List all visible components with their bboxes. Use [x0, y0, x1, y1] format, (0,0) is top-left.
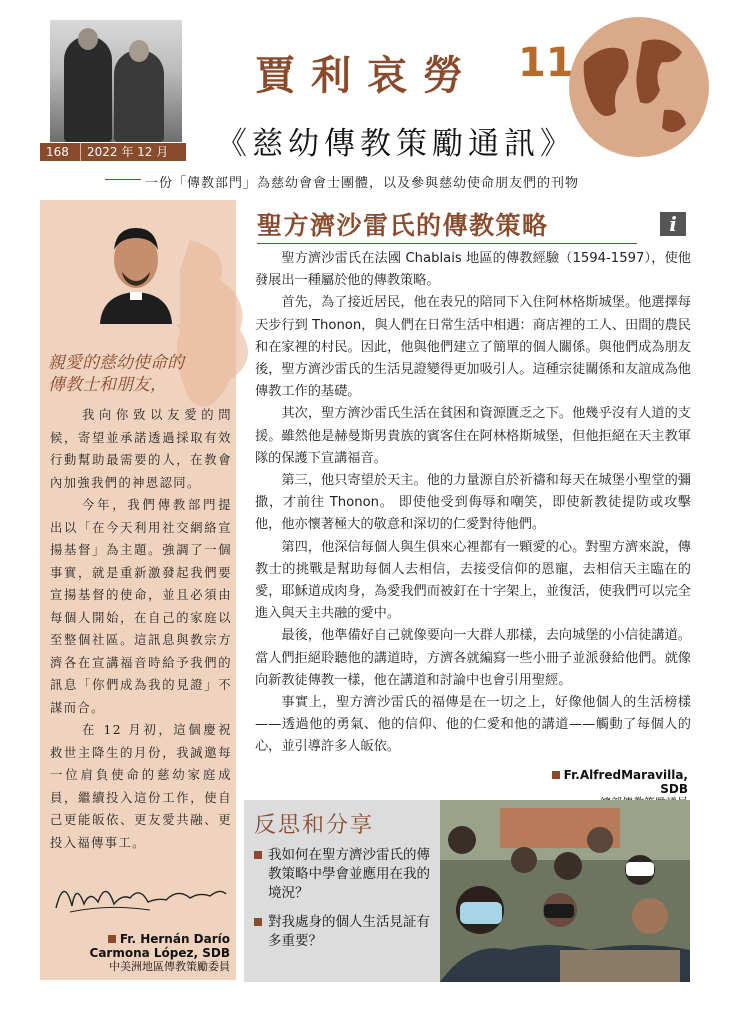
article-body [255, 248, 691, 759]
letter-author [82, 932, 230, 974]
reflection-questions [254, 846, 434, 961]
article-author-name: Fr.AlfredMaravilla, SDB [563, 768, 688, 796]
greeting-line-1: 親愛的慈幼使命的 [48, 353, 184, 373]
letter-body [50, 404, 232, 854]
article-title: 聖方濟沙雷氏的傳教策略 [257, 211, 549, 240]
author-portrait [92, 214, 180, 324]
article-paragraph: 事實上，聖方濟沙雷氏的福傳是在一切之上，好像他個人的生活榜樣——透過他的勇氣、他的信仰、他的仁愛和他的講道——觸動了每個人的心，並引導許多人皈依。 [255, 695, 691, 755]
issue-bar [40, 143, 186, 161]
bullet-square [254, 918, 262, 926]
tagline-rule [105, 179, 141, 180]
bullet-square [108, 935, 116, 943]
author-role: 中美洲地區傳教策勵委員 [109, 960, 230, 973]
article-paragraph: 第四，他深信每個人與生俱來心裡都有一顆愛的心。對聖方濟來說，傳教士的挑戰是幫助每個人去相信，去接受信仰的恩寵，去相信天主臨在的愛，耶穌道成肉身，為愛我們而被釘在十字架上，並復活，使我們可以完全進入與天主共融的愛中。 [255, 539, 691, 622]
article-paragraph: 最後，他準備好自己就像要向一大群人那樣，去向城堡的小信徒講道。當人們拒絕聆聽他的講道時，方濟各就編寫一些小冊子並派發給他們。就像向新教徒傳教一樣，他在講道和討論中也會引用聖經。 [255, 628, 691, 688]
info-icon: i [660, 212, 686, 236]
reflection-question: 我如何在聖方濟沙雷氏的傳教策略中學會並應用在我的境況？ [254, 846, 434, 903]
handwritten-signature [50, 868, 232, 920]
author-name-line1: Fr. Hernán Darío [119, 932, 230, 946]
founders-photo [50, 20, 182, 142]
globe-icon [564, 12, 714, 162]
reflection-question: 對我處身的個人生活見証有多重要？ [254, 913, 434, 951]
bullet-square [552, 771, 560, 779]
article-paragraph: 第三，他只寄望於天主。他的力量源自於祈禱和每天在城堡小聖堂的彌撒，才前往 Thonon。 即使他受到侮辱和嘲笑，即使新教徒提防或攻擊他，他亦懷著極大的敬意和深切的仁愛對待他們。 [255, 473, 691, 533]
letter-paragraph: 在 12 月初，這個慶祝救世主降生的月份，我誠邀每一位肩負使命的慈幼家庭成員，繼續投入這份工作，使自己更能皈依、更友愛共融、更投入福傳事工。 [50, 723, 232, 850]
masthead-title: 賈利哀勞 [255, 52, 479, 99]
masthead-subtitle: 《慈幼傳教策勵通訊》 [216, 126, 576, 162]
article-paragraph: 聖方濟沙雷氏在法國 Chablais 地區的傳教經驗（1594-1597），使他發展出一種屬於他的傳教策略。 [255, 251, 691, 289]
letter-paragraph: 今年，我們傳教部門提出以「在今天利用社交網絡宣揚基督」為主題。強調了一個事實，就是重新激發起我們要宣揚基督的使命，並且必須由每個人開始，在自己的家庭以至整個社區。這訊息與教宗方濟各在宣講福音時給予我們的訊息「你們成為我的見證」不謀而合。 [50, 498, 232, 715]
issue-date: 2022 年 12 月 [87, 145, 169, 159]
group-selfie-photo [440, 800, 690, 982]
article-paragraph: 首先，為了接近居民，他在表兄的陪同下入住阿林格斯城堡。他選擇每天步行到 Thonon，與人們在日常生活中相遇：商店裡的工人、田間的農民和在家裡的村民。因此，他與他們建立了簡單的個人關係。與他們成為朋友後，聖方濟沙雷氏的生活見證變得更加吸引人。這種宗徒關係和友誼成為他傳教工作的基礎。 [255, 295, 691, 400]
letter-greeting [48, 352, 236, 396]
article-title-rule [257, 243, 637, 244]
greeting-line-2: 傳教士和朋友， [48, 375, 167, 395]
tagline: 一份「傳教部門」為慈幼會會士團體，以及參與慈幼使命朋友們的刊物 [145, 176, 580, 191]
reflection-title: 反思和分享 [254, 813, 375, 838]
article-paragraph: 其次，聖方濟沙雷氏生活在貧困和資源匱乏之下。他幾乎沒有人道的支援。雖然他是赫曼斯男貴族的賓客住在阿林格斯城堡，但他拒絕在天主教軍隊的保護下宣講福音。 [255, 406, 691, 466]
author-name-line2: Carmona López, SDB [89, 946, 230, 960]
issue-number: 168 [40, 143, 81, 161]
masthead-number: 11 [518, 40, 574, 86]
letter-paragraph: 我向你致以友愛的問候，寄望並承諾透過採取有效行動幫助最需要的人，在教會內加強我們的神恩認同。 [50, 408, 232, 490]
bullet-square [254, 851, 262, 859]
